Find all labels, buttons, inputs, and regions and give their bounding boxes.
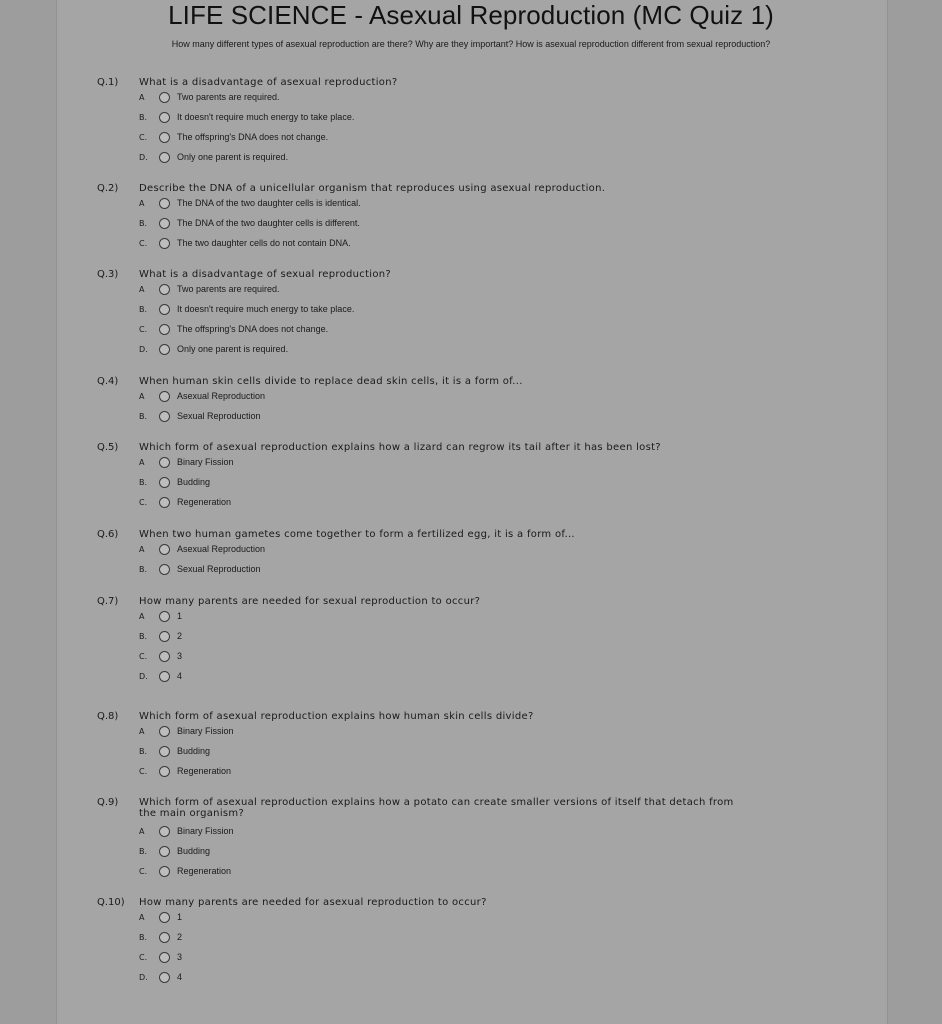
radio-button[interactable] bbox=[159, 952, 170, 963]
answer-option[interactable] bbox=[97, 951, 797, 971]
option-letter: C. bbox=[139, 652, 148, 661]
answer-option[interactable] bbox=[97, 91, 797, 111]
radio-button[interactable] bbox=[159, 284, 170, 295]
option-label[interactable]: It doesn't require much energy to take place. bbox=[177, 112, 355, 122]
answer-option[interactable] bbox=[97, 971, 797, 991]
answer-option[interactable] bbox=[97, 931, 797, 951]
answer-option[interactable] bbox=[97, 283, 797, 303]
question-text: Which form of asexual reproduction explains how human skin cells divide? bbox=[139, 711, 534, 722]
option-label[interactable]: Two parents are required. bbox=[177, 92, 280, 102]
option-letter: A bbox=[139, 612, 145, 621]
radio-button[interactable] bbox=[159, 198, 170, 209]
radio-button[interactable] bbox=[159, 766, 170, 777]
answer-option[interactable] bbox=[97, 476, 797, 496]
radio-button[interactable] bbox=[159, 112, 170, 123]
option-label[interactable]: The two daughter cells do not contain DNA. bbox=[177, 238, 351, 248]
radio-button[interactable] bbox=[159, 152, 170, 163]
option-label[interactable]: The offspring's DNA does not change. bbox=[177, 324, 329, 334]
radio-button[interactable] bbox=[159, 972, 170, 983]
question-6 bbox=[97, 529, 797, 574]
question-text: What is a disadvantage of sexual reproduction? bbox=[139, 269, 392, 280]
radio-button[interactable] bbox=[159, 846, 170, 857]
answer-option[interactable] bbox=[97, 197, 797, 217]
question-number: Q.5) bbox=[97, 442, 119, 453]
question-7 bbox=[97, 596, 797, 681]
option-letter: D. bbox=[139, 973, 148, 982]
option-label[interactable]: Sexual Reproduction bbox=[177, 411, 261, 421]
answer-option[interactable] bbox=[97, 343, 797, 363]
answer-option[interactable] bbox=[97, 630, 797, 650]
question-number: Q.6) bbox=[97, 529, 119, 540]
question-number: Q.2) bbox=[97, 183, 119, 194]
option-letter: B. bbox=[139, 305, 148, 314]
answer-option[interactable] bbox=[97, 410, 797, 430]
answer-option[interactable] bbox=[97, 111, 797, 131]
option-label[interactable]: It doesn't require much energy to take place. bbox=[177, 304, 355, 314]
option-label[interactable]: 4 bbox=[177, 671, 183, 681]
radio-button[interactable] bbox=[159, 611, 170, 622]
radio-button[interactable] bbox=[159, 866, 170, 877]
option-letter: A bbox=[139, 392, 145, 401]
option-letter: D. bbox=[139, 672, 148, 681]
question-number: Q.7) bbox=[97, 596, 119, 607]
answer-option[interactable] bbox=[97, 563, 797, 583]
option-label[interactable]: 2 bbox=[177, 631, 183, 641]
question-number: Q.4) bbox=[97, 376, 119, 387]
option-label[interactable]: 2 bbox=[177, 932, 183, 942]
option-letter: A bbox=[139, 727, 145, 736]
question-text: Which form of asexual reproduction explains how a potato can create smaller versions of itself that detach from the main organism? bbox=[139, 797, 734, 819]
option-letter: D. bbox=[139, 153, 148, 162]
radio-button[interactable] bbox=[159, 544, 170, 555]
option-label[interactable]: Binary Fission bbox=[177, 826, 234, 836]
option-letter: A bbox=[139, 199, 145, 208]
page-title: LIFE SCIENCE - Asexual Reproduction (MC Quiz 1) bbox=[168, 0, 774, 30]
radio-button[interactable] bbox=[159, 671, 170, 682]
option-letter: A bbox=[139, 545, 145, 554]
radio-button[interactable] bbox=[159, 457, 170, 468]
answer-option[interactable] bbox=[97, 237, 797, 257]
option-letter: C. bbox=[139, 133, 148, 142]
radio-button[interactable] bbox=[159, 218, 170, 229]
option-letter: C. bbox=[139, 325, 148, 334]
option-letter: B. bbox=[139, 412, 148, 421]
question-2 bbox=[97, 183, 797, 248]
question-text: How many parents are needed for sexual reproduction to occur? bbox=[139, 596, 481, 607]
radio-button[interactable] bbox=[159, 564, 170, 575]
option-letter: B. bbox=[139, 933, 148, 942]
radio-button[interactable] bbox=[159, 726, 170, 737]
radio-button[interactable] bbox=[159, 477, 170, 488]
option-label[interactable]: Binary Fission bbox=[177, 726, 234, 736]
option-label[interactable]: The DNA of the two daughter cells is different. bbox=[177, 218, 360, 228]
answer-option[interactable] bbox=[97, 543, 797, 563]
radio-button[interactable] bbox=[159, 746, 170, 757]
option-label[interactable]: 3 bbox=[177, 651, 183, 661]
option-letter: B. bbox=[139, 113, 148, 122]
question-number: Q.8) bbox=[97, 711, 119, 722]
radio-button[interactable] bbox=[159, 411, 170, 422]
question-10 bbox=[97, 897, 797, 982]
question-number: Q.1) bbox=[97, 77, 119, 88]
option-letter: C. bbox=[139, 867, 148, 876]
option-label[interactable]: 4 bbox=[177, 972, 183, 982]
answer-option[interactable] bbox=[97, 303, 797, 323]
option-letter: B. bbox=[139, 565, 148, 574]
question-9 bbox=[97, 797, 797, 876]
radio-button[interactable] bbox=[159, 324, 170, 335]
question-number: Q.9) bbox=[97, 797, 119, 808]
question-number: Q.10) bbox=[97, 897, 125, 908]
option-label[interactable]: 1 bbox=[177, 912, 183, 922]
option-letter: B. bbox=[139, 219, 148, 228]
option-letter: A bbox=[139, 458, 145, 467]
question-text: What is a disadvantage of asexual reproduction? bbox=[139, 77, 398, 88]
question-text: When two human gametes come together to form a fertilized egg, it is a form of... bbox=[139, 529, 575, 540]
radio-button[interactable] bbox=[159, 912, 170, 923]
radio-button[interactable] bbox=[159, 92, 170, 103]
answer-option[interactable] bbox=[97, 323, 797, 343]
option-label[interactable]: Asexual Reproduction bbox=[177, 544, 266, 554]
radio-button[interactable] bbox=[159, 651, 170, 662]
question-8 bbox=[97, 711, 797, 776]
question-4 bbox=[97, 376, 797, 421]
option-label[interactable]: Two parents are required. bbox=[177, 284, 280, 294]
answer-option[interactable] bbox=[97, 131, 797, 151]
option-letter: C. bbox=[139, 953, 148, 962]
option-label[interactable]: Budding bbox=[177, 746, 211, 756]
option-letter: B. bbox=[139, 478, 148, 487]
option-letter: A bbox=[139, 285, 145, 294]
option-label[interactable]: The offspring's DNA does not change. bbox=[177, 132, 329, 142]
radio-button[interactable] bbox=[159, 631, 170, 642]
question-number: Q.3) bbox=[97, 269, 119, 280]
answer-option[interactable] bbox=[97, 725, 797, 745]
question-text: When human skin cells divide to replace dead skin cells, it is a form of... bbox=[139, 376, 523, 387]
answer-option[interactable] bbox=[97, 845, 797, 865]
option-letter: A bbox=[139, 913, 145, 922]
option-letter: A bbox=[139, 827, 145, 836]
answer-option[interactable] bbox=[97, 765, 797, 785]
question-3 bbox=[97, 269, 797, 354]
radio-button[interactable] bbox=[159, 497, 170, 508]
answer-option[interactable] bbox=[97, 825, 797, 845]
radio-button[interactable] bbox=[159, 344, 170, 355]
option-letter: B. bbox=[139, 747, 148, 756]
option-letter: C. bbox=[139, 767, 148, 776]
answer-option[interactable] bbox=[97, 745, 797, 765]
option-letter: C. bbox=[139, 498, 148, 507]
radio-button[interactable] bbox=[159, 304, 170, 315]
option-letter: D. bbox=[139, 345, 148, 354]
answer-option[interactable] bbox=[97, 610, 797, 630]
radio-button[interactable] bbox=[159, 391, 170, 402]
answer-option[interactable] bbox=[97, 650, 797, 670]
option-label[interactable]: Regeneration bbox=[177, 497, 232, 507]
option-letter: B. bbox=[139, 632, 148, 641]
option-label[interactable]: The DNA of the two daughter cells is identical. bbox=[177, 198, 361, 208]
answer-option[interactable] bbox=[97, 911, 797, 931]
option-label[interactable]: Sexual Reproduction bbox=[177, 564, 261, 574]
option-label[interactable]: 3 bbox=[177, 952, 183, 962]
radio-button[interactable] bbox=[159, 932, 170, 943]
answer-option[interactable] bbox=[97, 456, 797, 476]
option-label[interactable]: Budding bbox=[177, 846, 211, 856]
option-letter: A bbox=[139, 93, 145, 102]
option-label[interactable]: Only one parent is required. bbox=[177, 152, 289, 162]
option-label[interactable]: Budding bbox=[177, 477, 211, 487]
radio-button[interactable] bbox=[159, 826, 170, 837]
answer-option[interactable] bbox=[97, 670, 797, 690]
option-label[interactable]: Regeneration bbox=[177, 866, 232, 876]
question-text: Describe the DNA of a unicellular organism that reproduces using asexual reproduction. bbox=[139, 183, 606, 194]
question-5 bbox=[97, 442, 797, 507]
page-subtitle: How many different types of asexual reproduction are there? Why are they important? How is asexual reproduction different from sexual reproduction? bbox=[171, 39, 771, 49]
answer-option[interactable] bbox=[97, 496, 797, 516]
option-label[interactable]: Asexual Reproduction bbox=[177, 391, 266, 401]
answer-option[interactable] bbox=[97, 390, 797, 410]
question-text: How many parents are needed for asexual reproduction to occur? bbox=[139, 897, 487, 908]
radio-button[interactable] bbox=[159, 132, 170, 143]
option-letter: C. bbox=[139, 239, 148, 248]
question-1 bbox=[97, 77, 797, 162]
option-label[interactable]: Regeneration bbox=[177, 766, 232, 776]
answer-option[interactable] bbox=[97, 217, 797, 237]
option-letter: B. bbox=[139, 847, 148, 856]
option-label[interactable]: 1 bbox=[177, 611, 183, 621]
answer-option[interactable] bbox=[97, 865, 797, 885]
radio-button[interactable] bbox=[159, 238, 170, 249]
answer-option[interactable] bbox=[97, 151, 797, 171]
option-label[interactable]: Binary Fission bbox=[177, 457, 234, 467]
question-text: Which form of asexual reproduction explains how a lizard can regrow its tail after it has been lost? bbox=[139, 442, 661, 453]
option-label[interactable]: Only one parent is required. bbox=[177, 344, 289, 354]
